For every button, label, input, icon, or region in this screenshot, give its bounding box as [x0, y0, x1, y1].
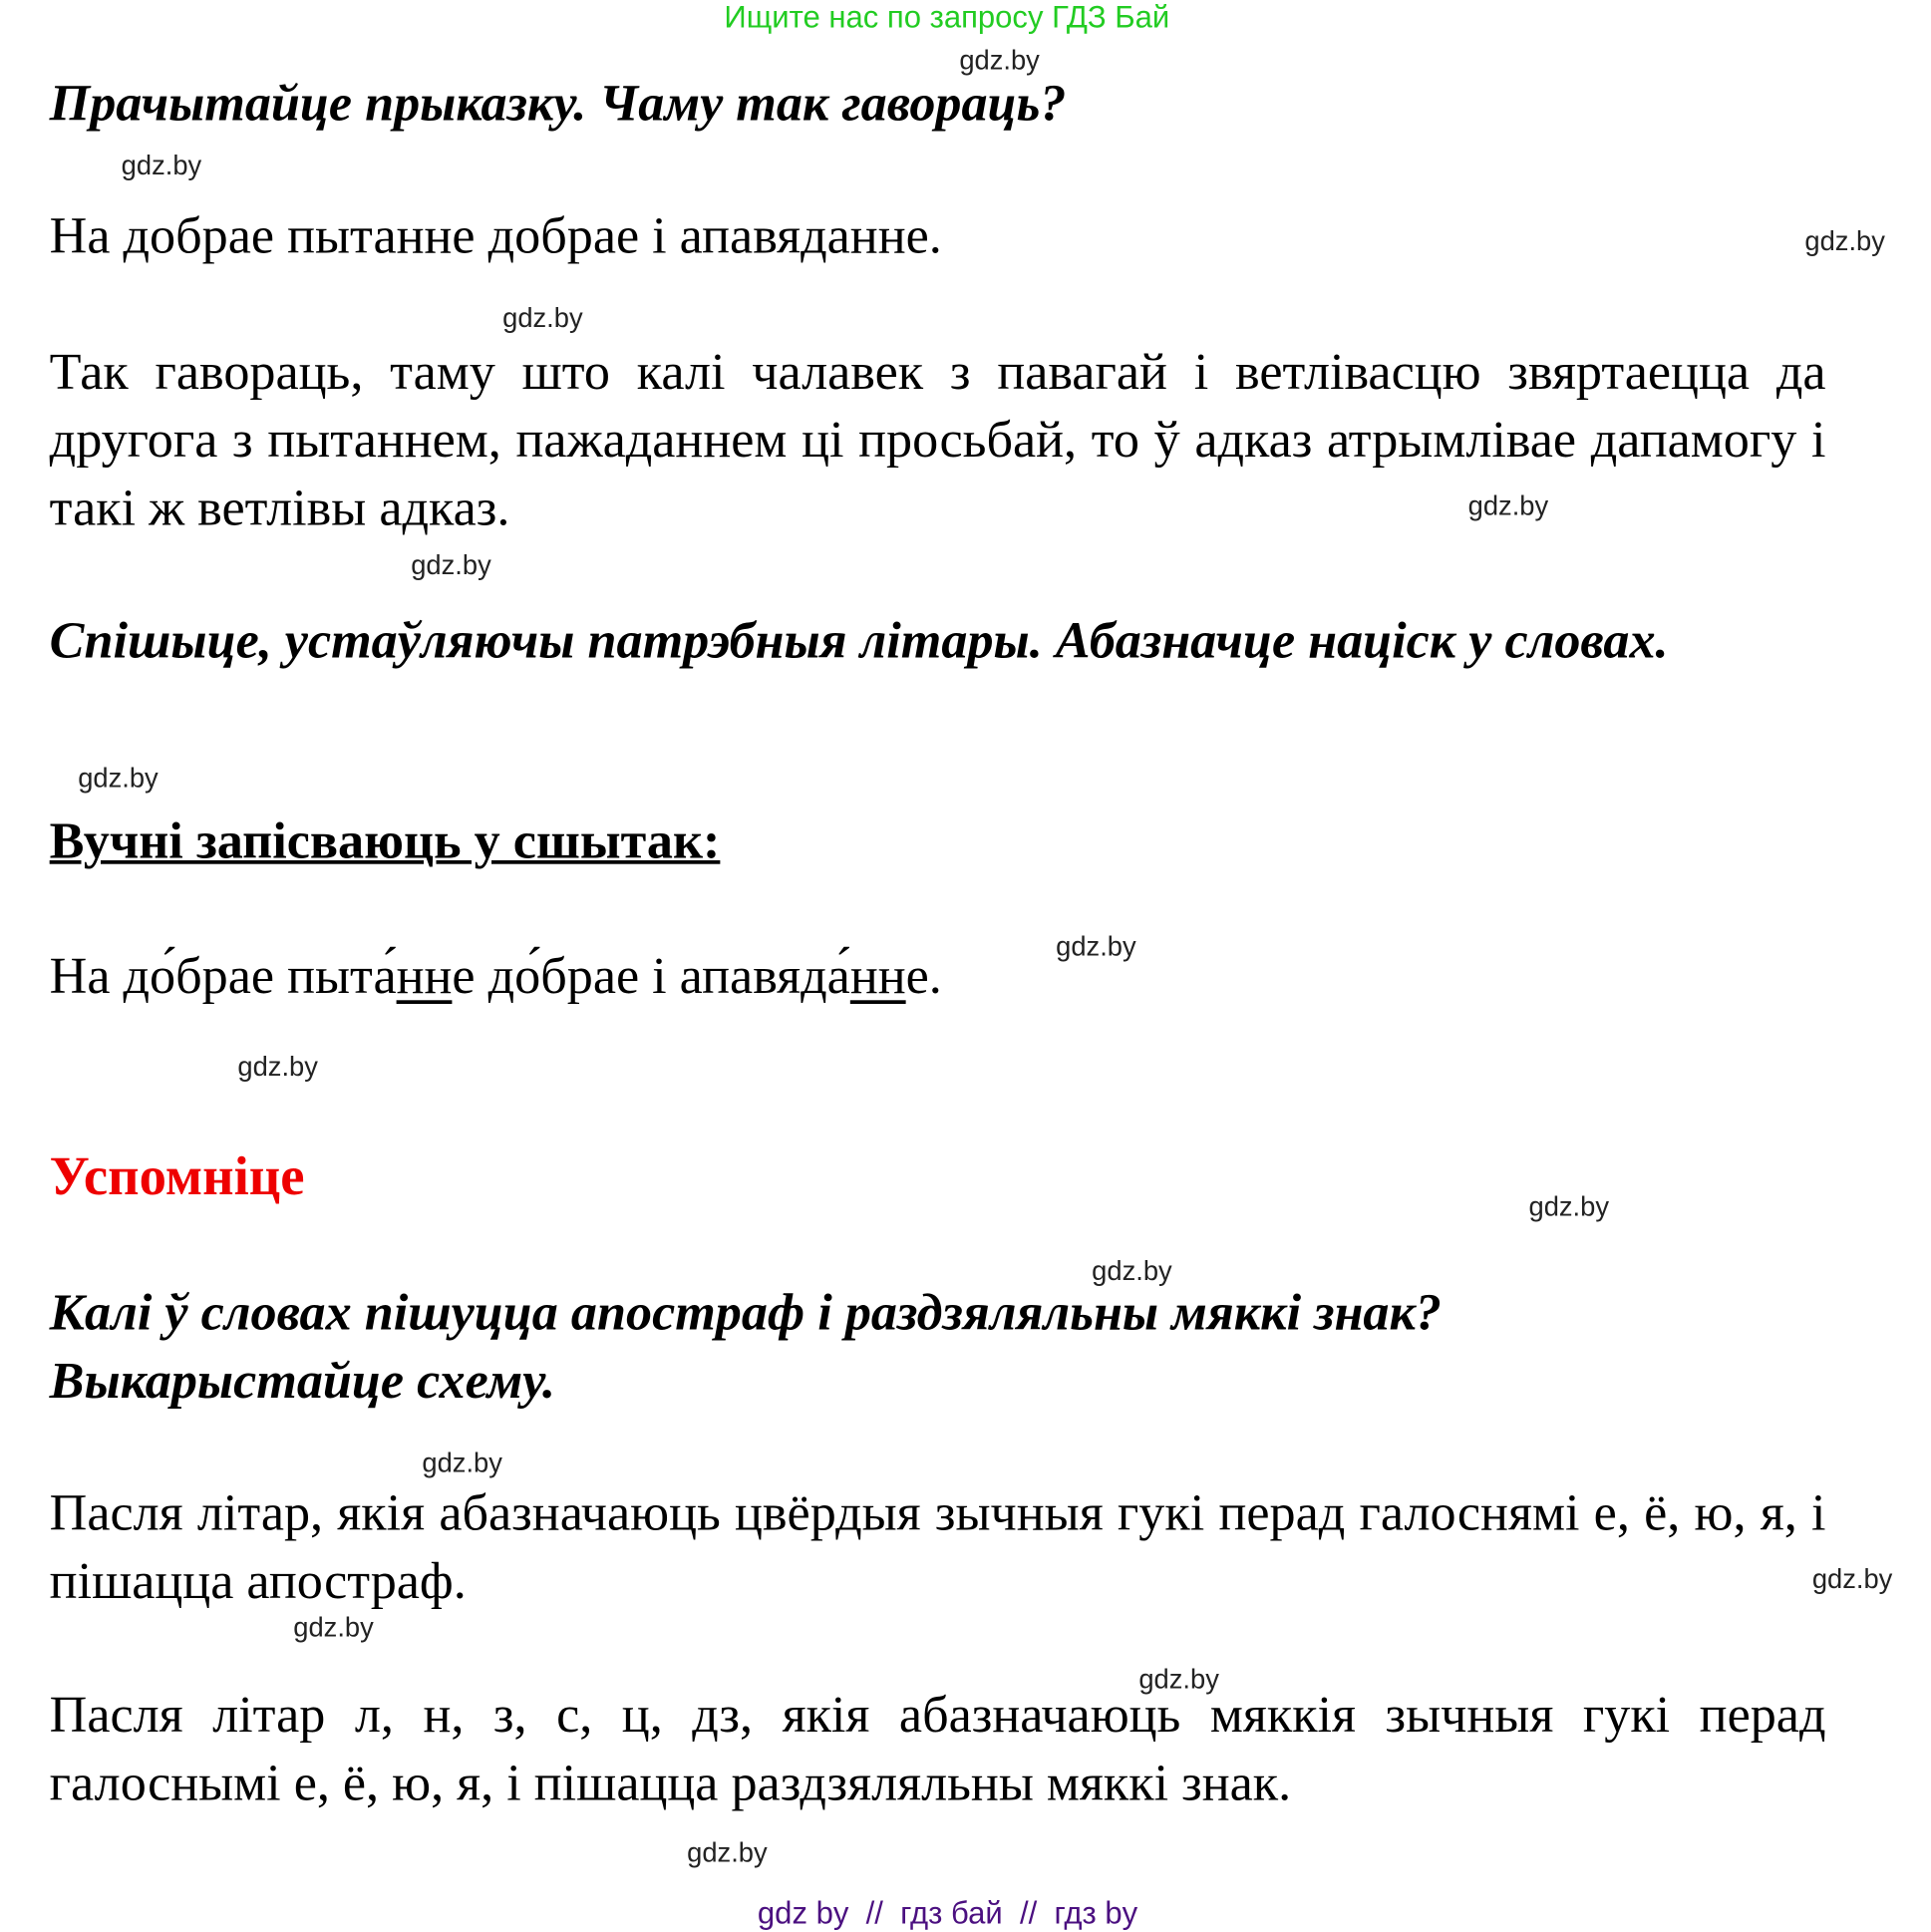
answer-segment-underlined: нн — [849, 948, 906, 1006]
answer-segment: е до́брае і апавяда́ — [452, 948, 850, 1006]
watermark: gdz.by — [1138, 1663, 1219, 1695]
rule-apostrophe: Пасля літар, якія абазначаюць цвёрдыя зычныя гукі перад галоснямі е, ё, ю, я, і пішацца апостраф. — [49, 1485, 1826, 1611]
watermark: gdz.by — [687, 1836, 768, 1868]
watermark: gdz.by — [1056, 930, 1136, 962]
watermark: gdz.by — [1467, 489, 1549, 521]
notebook-heading: Вучні запісваюць у сшытак: — [49, 812, 721, 870]
remember-heading: Успомніце — [49, 1145, 305, 1207]
explanation-paragraph: Так гавораць, таму што калі чалавек з павагай і ветлівасцю звяртаецца да другога з пытаннем, пажаданнем ці просьбай, то ў адказ атрымлівае дапамогу і такі ж ветлівы адказ. — [49, 344, 1826, 537]
watermark: gdz.by — [959, 44, 1040, 76]
watermark: gdz.by — [293, 1611, 374, 1643]
proverb-text: На добрае пытанне добрае і апавяданне. — [49, 207, 942, 265]
search-banner: Ищите нас по запросу ГДЗ Бай — [724, 0, 1170, 35]
answer-text — [50, 943, 942, 1011]
watermark: gdz.by — [422, 1447, 502, 1478]
watermark: gdz.by — [78, 762, 159, 794]
answer-segment: е. — [905, 948, 942, 1006]
watermark: gdz.by — [237, 1051, 318, 1083]
task-heading-3-line-2: Выкарыстайце схему. — [49, 1353, 556, 1411]
watermark: gdz.by — [1528, 1190, 1609, 1222]
watermark: gdz.by — [1092, 1255, 1172, 1287]
watermark: gdz.by — [1804, 224, 1885, 257]
answer-segment: На до́брае пыта́ — [49, 948, 397, 1006]
rule-soft-sign: Пасля літар л, н, з, с, ц, дз, якія абазначаюць мяккія зычныя гукі перад галоснымі е, ё, ю, я, і пішацца раздзяляльны мяккі знак. — [49, 1687, 1826, 1812]
task-heading-3-line-1: Калі ў словах пішуцца апостраф і раздзяляльны мяккі знак? — [49, 1284, 1442, 1343]
watermark: gdz.by — [411, 549, 491, 581]
watermark: gdz.by — [1811, 1563, 1893, 1595]
watermark: gdz.by — [121, 150, 202, 181]
watermark: gdz.by — [502, 301, 583, 334]
footer-links: gdz by // гдз бай // гдз by — [757, 1896, 1138, 1932]
task-heading-1: Прачытайце прыказку. Чаму так гавораць? — [49, 75, 1067, 133]
answer-segment-underlined: нн — [396, 948, 453, 1006]
task-heading-2: Спішыце, устаўляючы патрэбныя літары. Абазначце націск у словах. — [49, 612, 1669, 670]
